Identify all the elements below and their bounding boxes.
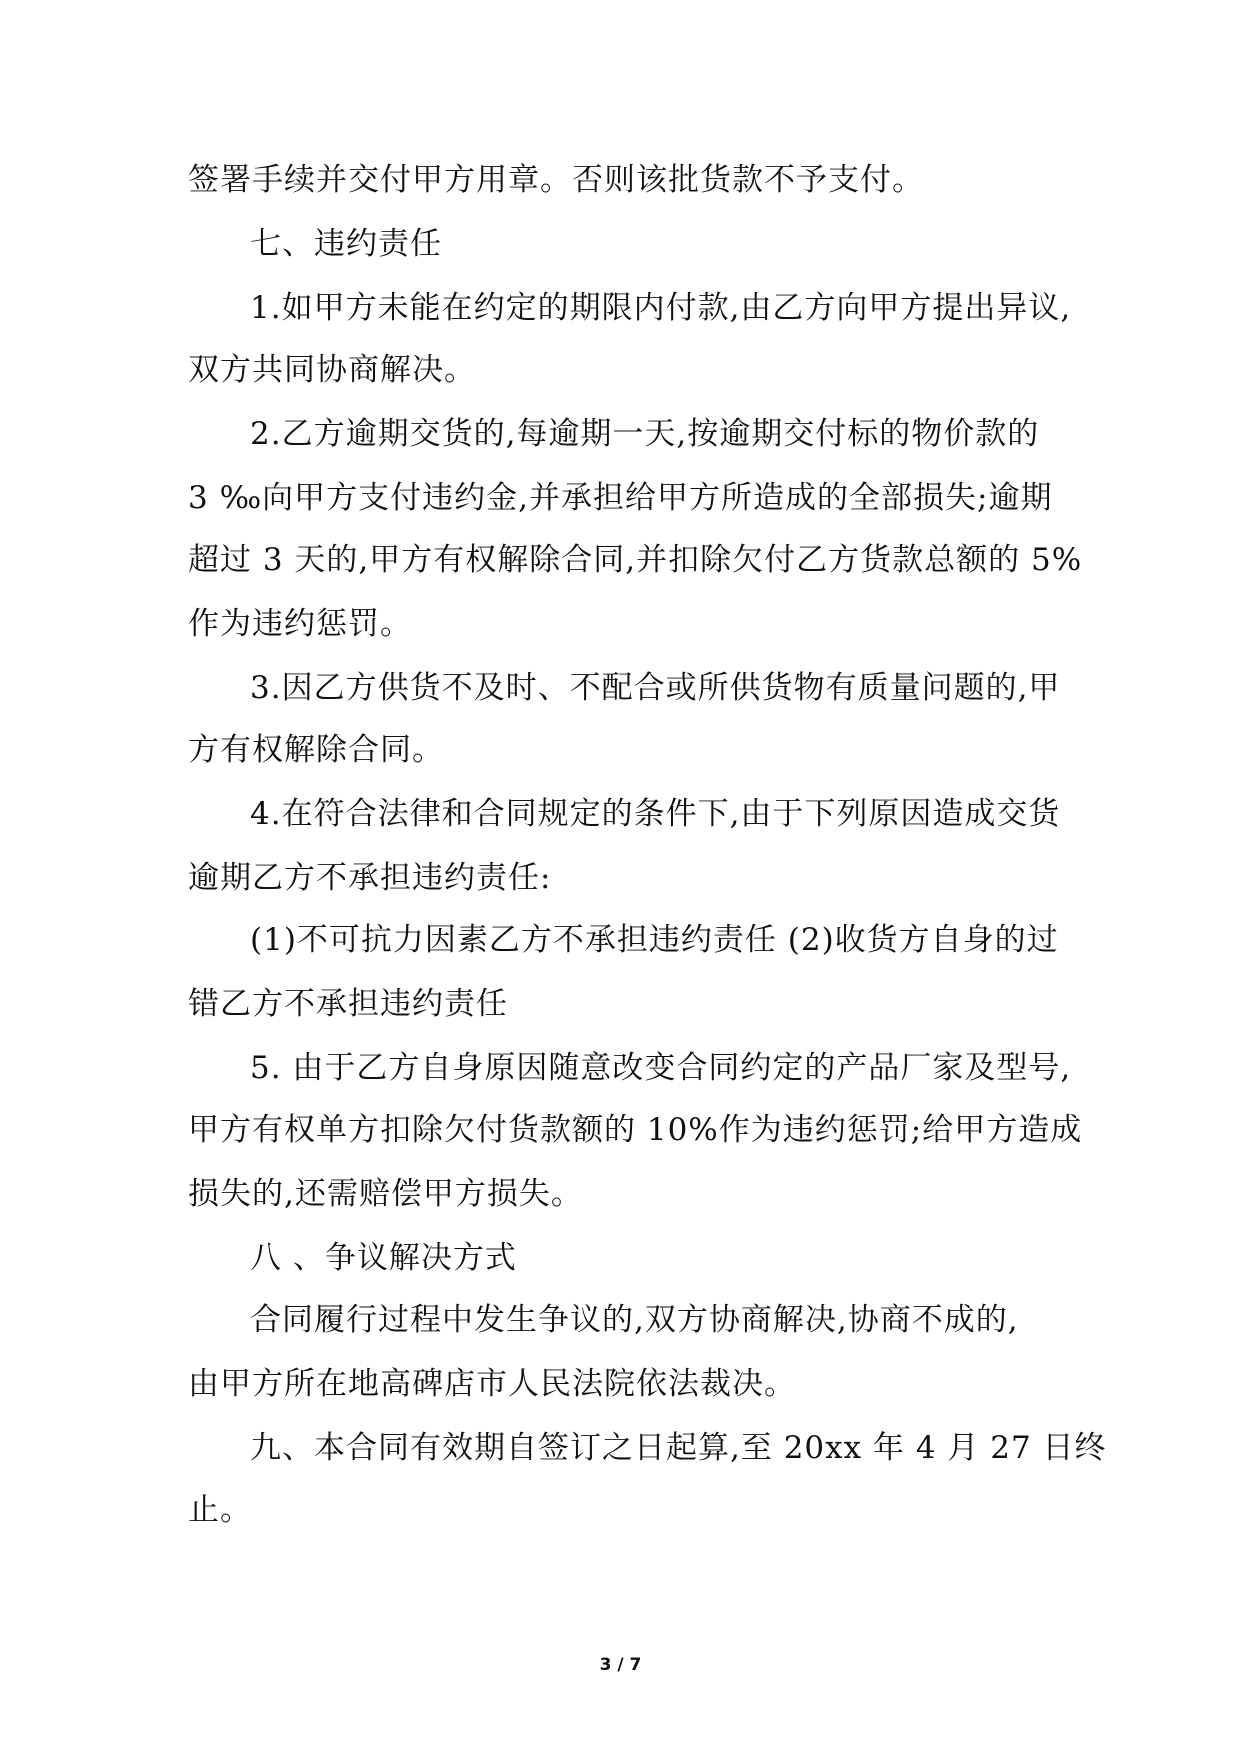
text-line: 签署手续并交付甲方用章。否则该批货款不予支付。 — [188, 162, 924, 198]
text-line: 损失的,还需赔偿甲方损失。 — [188, 1176, 583, 1212]
page-number: 3 / 7 — [599, 1655, 642, 1675]
text-line: 双方共同协商解决。 — [188, 352, 476, 388]
text-line: 超过 3 天的,甲方有权解除合同,并扣除欠付乙方货款总额的 5% — [188, 542, 1083, 578]
section-heading: 八 、争议解决方式 — [250, 1240, 517, 1276]
text-line: 错乙方不承担违约责任 — [188, 986, 508, 1022]
text-line: 1.如甲方未能在约定的期限内付款,由乙方向甲方提出异议, — [250, 290, 1072, 326]
text-line: 合同履行过程中发生争议的,双方协商解决,协商不成的, — [250, 1302, 1019, 1338]
text-line: 5. 由于乙方自身原因随意改变合同约定的产品厂家及型号, — [250, 1050, 1072, 1086]
text-line: 甲方有权单方扣除欠付货款额的 10%作为违约惩罚;给甲方造成 — [188, 1112, 1083, 1148]
section-heading: 七、违约责任 — [250, 226, 442, 262]
text-line: 3.因乙方供货不及时、不配合或所供货物有质量问题的,甲 — [250, 670, 1061, 706]
text-line: 止。 — [188, 1492, 252, 1528]
text-line: 作为违约惩罚。 — [188, 606, 412, 642]
text-line: 方有权解除合同。 — [188, 732, 444, 768]
text-line: 由甲方所在地高碑店市人民法院依法裁决。 — [188, 1366, 796, 1402]
text-line: 九、本合同有效期自签订之日起算,至 20xx 年 4 月 27 日终 — [250, 1430, 1107, 1466]
text-line: 逾期乙方不承担违约责任: — [188, 860, 552, 896]
text-line: 3 ‰向甲方支付违约金,并承担给甲方所造成的全部损失;逾期 — [188, 480, 1053, 516]
text-line: 2.乙方逾期交货的,每逾期一天,按逾期交付标的物价款的 — [250, 416, 1040, 452]
text-line: (1)不可抗力因素乙方不承担违约责任 (2)收货方自身的过 — [250, 922, 1059, 958]
text-line: 4.在符合法律和合同规定的条件下,由于下列原因造成交货 — [250, 796, 1061, 832]
